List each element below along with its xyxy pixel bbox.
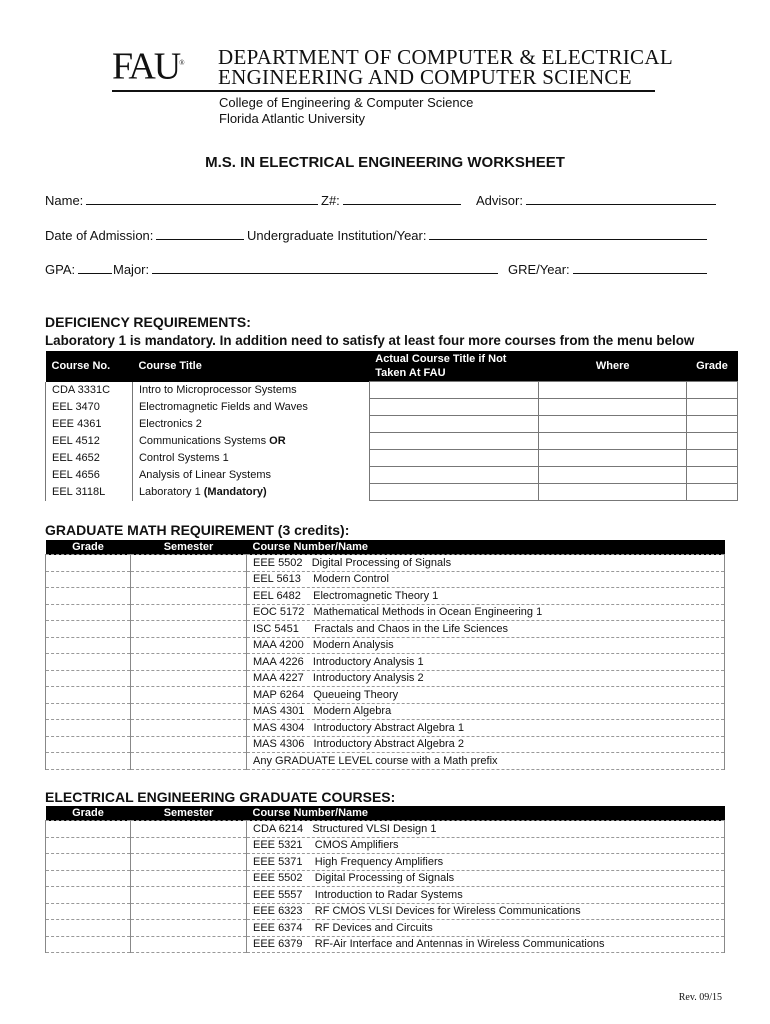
ee-grade-cell[interactable] [46, 903, 131, 920]
ee-row [46, 837, 725, 854]
where-cell[interactable] [539, 450, 687, 467]
name-label: Name: [45, 193, 84, 208]
math-col-grade: Grade [46, 540, 131, 555]
ee-row [46, 936, 725, 953]
admission-date-blank[interactable] [156, 227, 244, 240]
ee-course-name: EEE 6374 RF Devices and Circuits [247, 920, 725, 937]
course-title-note: (Mandatory) [203, 486, 267, 498]
deficiency-row [46, 433, 738, 450]
course-title: Laboratory 1 (Mandatory) [132, 484, 369, 501]
math-semester-cell[interactable] [131, 736, 247, 753]
math-header-row [46, 540, 725, 555]
ee-semester-cell[interactable] [131, 854, 247, 871]
ee-semester-cell[interactable] [131, 837, 247, 854]
math-grade-cell[interactable] [46, 703, 131, 720]
major-field[interactable] [113, 261, 498, 277]
actual-title-cell[interactable] [369, 484, 539, 501]
math-grade-cell[interactable] [46, 637, 131, 654]
gre-blank[interactable] [573, 261, 707, 274]
deficiency-row [46, 399, 738, 416]
ee-grade-cell[interactable] [46, 837, 131, 854]
math-row [46, 604, 725, 621]
deficiency-row [46, 467, 738, 484]
name-field[interactable] [45, 192, 318, 208]
math-semester-cell[interactable] [131, 720, 247, 737]
undergrad-institution-label: Undergraduate Institution/Year: [247, 228, 427, 243]
z-number-blank[interactable] [343, 192, 461, 205]
grade-cell[interactable] [687, 450, 738, 467]
math-grade-cell[interactable] [46, 670, 131, 687]
course-no: EEL 4652 [46, 450, 133, 467]
math-grade-cell[interactable] [46, 604, 131, 621]
course-title: Control Systems 1 [132, 450, 369, 467]
deficiency-subheading: Laboratory 1 is mandatory. In addition need to satisfy at least four more courses from the menu below [45, 333, 695, 348]
course-title: Electronics 2 [132, 416, 369, 433]
ee-course-name: EEE 5321 CMOS Amplifiers [247, 837, 725, 854]
ee-row [46, 903, 725, 920]
worksheet-title: M.S. IN ELECTRICAL ENGINEERING WORKSHEET [205, 154, 565, 171]
major-label: Major: [113, 262, 150, 277]
where-cell[interactable] [539, 382, 687, 399]
col-course-no: Course No. [46, 351, 133, 382]
ee-row [46, 887, 725, 904]
where-cell[interactable] [539, 484, 687, 501]
course-title: Communications Systems OR [132, 433, 369, 450]
gre-label: GRE/Year: [508, 262, 570, 277]
math-heading: GRADUATE MATH REQUIREMENT (3 credits): [45, 522, 350, 538]
course-no: EEL 3118L [46, 484, 133, 501]
math-semester-cell[interactable] [131, 621, 247, 638]
math-course-name: Any GRADUATE LEVEL course with a Math prefix [247, 753, 725, 770]
math-col-semester: Semester [131, 540, 247, 555]
grade-cell[interactable] [687, 467, 738, 484]
actual-title-cell[interactable] [369, 467, 539, 484]
math-row [46, 703, 725, 720]
ee-course-name: CDA 6214 Structured VLSI Design 1 [247, 821, 725, 838]
math-semester-cell[interactable] [131, 637, 247, 654]
ee-semester-cell[interactable] [131, 920, 247, 937]
math-semester-cell[interactable] [131, 654, 247, 671]
math-row [46, 588, 725, 605]
revision-label: Rev. 09/15 [678, 992, 722, 1003]
ee-heading: ELECTRICAL ENGINEERING GRADUATE COURSES: [45, 789, 396, 805]
math-course-name: EEE 5502 Digital Processing of Signals [247, 555, 725, 572]
ee-col-course: Course Number/Name [247, 806, 725, 821]
department-name-line1: DEPARTMENT OF COMPUTER & ELECTRICAL [218, 45, 673, 69]
math-grade-cell[interactable] [46, 571, 131, 588]
ee-row [46, 854, 725, 871]
math-row [46, 720, 725, 737]
math-row [46, 637, 725, 654]
actual-title-cell[interactable] [369, 382, 539, 399]
math-grade-cell[interactable] [46, 588, 131, 605]
advisor-label: Advisor: [476, 193, 523, 208]
advisor-field[interactable] [476, 192, 716, 208]
math-row [46, 736, 725, 753]
gre-field[interactable] [508, 261, 707, 277]
math-semester-cell[interactable] [131, 588, 247, 605]
undergrad-institution-field[interactable] [247, 227, 707, 243]
col-grade: Grade [687, 351, 738, 382]
ee-row [46, 920, 725, 937]
ee-grade-cell[interactable] [46, 936, 131, 953]
math-semester-cell[interactable] [131, 555, 247, 572]
deficiency-row [46, 484, 738, 501]
deficiency-row [46, 382, 738, 399]
actual-title-cell[interactable] [369, 416, 539, 433]
where-cell[interactable] [539, 467, 687, 484]
math-semester-cell[interactable] [131, 604, 247, 621]
deficiency-row [46, 450, 738, 467]
ee-semester-cell[interactable] [131, 903, 247, 920]
math-table [45, 540, 725, 770]
course-title: Electromagnetic Fields and Waves [132, 399, 369, 416]
math-course-name: ISC 5451 Fractals and Chaos in the Life Sciences [247, 621, 725, 638]
math-semester-cell[interactable] [131, 571, 247, 588]
math-grade-cell[interactable] [46, 753, 131, 770]
ee-table [45, 806, 725, 953]
ee-row [46, 821, 725, 838]
deficiency-header-row [46, 351, 738, 382]
deficiency-row [46, 416, 738, 433]
math-course-name: MAA 4226 Introductory Analysis 1 [247, 654, 725, 671]
math-course-name: MAS 4306 Introductory Abstract Algebra 2 [247, 736, 725, 753]
ee-row [46, 870, 725, 887]
math-semester-cell[interactable] [131, 687, 247, 704]
math-grade-cell[interactable] [46, 621, 131, 638]
undergrad-institution-blank[interactable] [429, 227, 707, 240]
course-title-note: OR [269, 435, 286, 447]
ee-grade-cell[interactable] [46, 870, 131, 887]
fau-logo: FAU® [112, 45, 185, 88]
math-course-name: MAS 4304 Introductory Abstract Algebra 1 [247, 720, 725, 737]
course-no: EEL 3470 [46, 399, 133, 416]
ee-header-row [46, 806, 725, 821]
grade-cell[interactable] [687, 399, 738, 416]
university-name: Florida Atlantic University [219, 111, 365, 126]
math-grade-cell[interactable] [46, 654, 131, 671]
ee-grade-cell[interactable] [46, 854, 131, 871]
ee-course-name: EEE 6379 RF-Air Interface and Antennas in Wireless Communications [247, 936, 725, 953]
math-semester-cell[interactable] [131, 670, 247, 687]
math-grade-cell[interactable] [46, 687, 131, 704]
math-course-name: EEL 6482 Electromagnetic Theory 1 [247, 588, 725, 605]
gpa-blank[interactable] [78, 261, 112, 274]
deficiency-heading: DEFICIENCY REQUIREMENTS: [45, 314, 251, 330]
actual-title-cell[interactable] [369, 450, 539, 467]
math-semester-cell[interactable] [131, 753, 247, 770]
department-name-line2: ENGINEERING AND COMPUTER SCIENCE [218, 65, 632, 89]
math-row [46, 753, 725, 770]
course-no: EEL 4512 [46, 433, 133, 450]
admission-date-label: Date of Admission: [45, 228, 154, 243]
ee-grade-cell[interactable] [46, 920, 131, 937]
ee-course-name: EEE 5502 Digital Processing of Signals [247, 870, 725, 887]
math-course-name: MAS 4301 Modern Algebra [247, 703, 725, 720]
where-cell[interactable] [539, 433, 687, 450]
actual-title-cell[interactable] [369, 399, 539, 416]
course-title: Intro to Microprocessor Systems [132, 382, 369, 399]
ee-semester-cell[interactable] [131, 887, 247, 904]
math-row [46, 654, 725, 671]
math-grade-cell[interactable] [46, 720, 131, 737]
college-name: College of Engineering & Computer Science [219, 95, 474, 110]
major-blank[interactable] [152, 261, 498, 274]
header-rule [112, 90, 655, 92]
math-semester-cell[interactable] [131, 703, 247, 720]
deficiency-table [45, 351, 738, 501]
grade-cell[interactable] [687, 382, 738, 399]
math-course-name: EOC 5172 Mathematical Methods in Ocean Engineering 1 [247, 604, 725, 621]
ee-grade-cell[interactable] [46, 821, 131, 838]
ee-course-name: EEE 6323 RF CMOS VLSI Devices for Wireless Communications [247, 903, 725, 920]
gpa-field[interactable] [45, 261, 112, 277]
advisor-blank[interactable] [526, 192, 716, 205]
math-course-name: MAP 6264 Queueing Theory [247, 687, 725, 704]
course-no: CDA 3331C [46, 382, 133, 399]
math-row [46, 687, 725, 704]
math-row [46, 670, 725, 687]
math-row [46, 571, 725, 588]
ee-grade-cell[interactable] [46, 887, 131, 904]
ee-semester-cell[interactable] [131, 821, 247, 838]
grade-cell[interactable] [687, 416, 738, 433]
admission-date-field[interactable] [45, 227, 244, 243]
course-no: EEE 4361 [46, 416, 133, 433]
math-col-course: Course Number/Name [247, 540, 725, 555]
ee-col-semester: Semester [131, 806, 247, 821]
ee-course-name: EEE 5557 Introduction to Radar Systems [247, 887, 725, 904]
z-number-field[interactable] [321, 192, 461, 208]
math-course-name: EEL 5613 Modern Control [247, 571, 725, 588]
math-row [46, 555, 725, 572]
math-grade-cell[interactable] [46, 736, 131, 753]
where-cell[interactable] [539, 399, 687, 416]
gpa-label: GPA: [45, 262, 76, 277]
math-course-name: MAA 4200 Modern Analysis [247, 637, 725, 654]
math-row [46, 621, 725, 638]
col-where: Where [539, 351, 687, 382]
where-cell[interactable] [539, 416, 687, 433]
ee-semester-cell[interactable] [131, 870, 247, 887]
grade-cell[interactable] [687, 484, 738, 501]
z-number-label: Z#: [321, 193, 340, 208]
ee-course-name: EEE 5371 High Frequency Amplifiers [247, 854, 725, 871]
col-actual-title: Actual Course Title if Not Taken At FAU [369, 351, 539, 382]
grade-cell[interactable] [687, 433, 738, 450]
ee-col-grade: Grade [46, 806, 131, 821]
ee-semester-cell[interactable] [131, 936, 247, 953]
col-course-title: Course Title [132, 351, 369, 382]
course-title: Analysis of Linear Systems [132, 467, 369, 484]
actual-title-cell[interactable] [369, 433, 539, 450]
course-no: EEL 4656 [46, 467, 133, 484]
name-blank[interactable] [86, 192, 318, 205]
math-grade-cell[interactable] [46, 555, 131, 572]
math-course-name: MAA 4227 Introductory Analysis 2 [247, 670, 725, 687]
